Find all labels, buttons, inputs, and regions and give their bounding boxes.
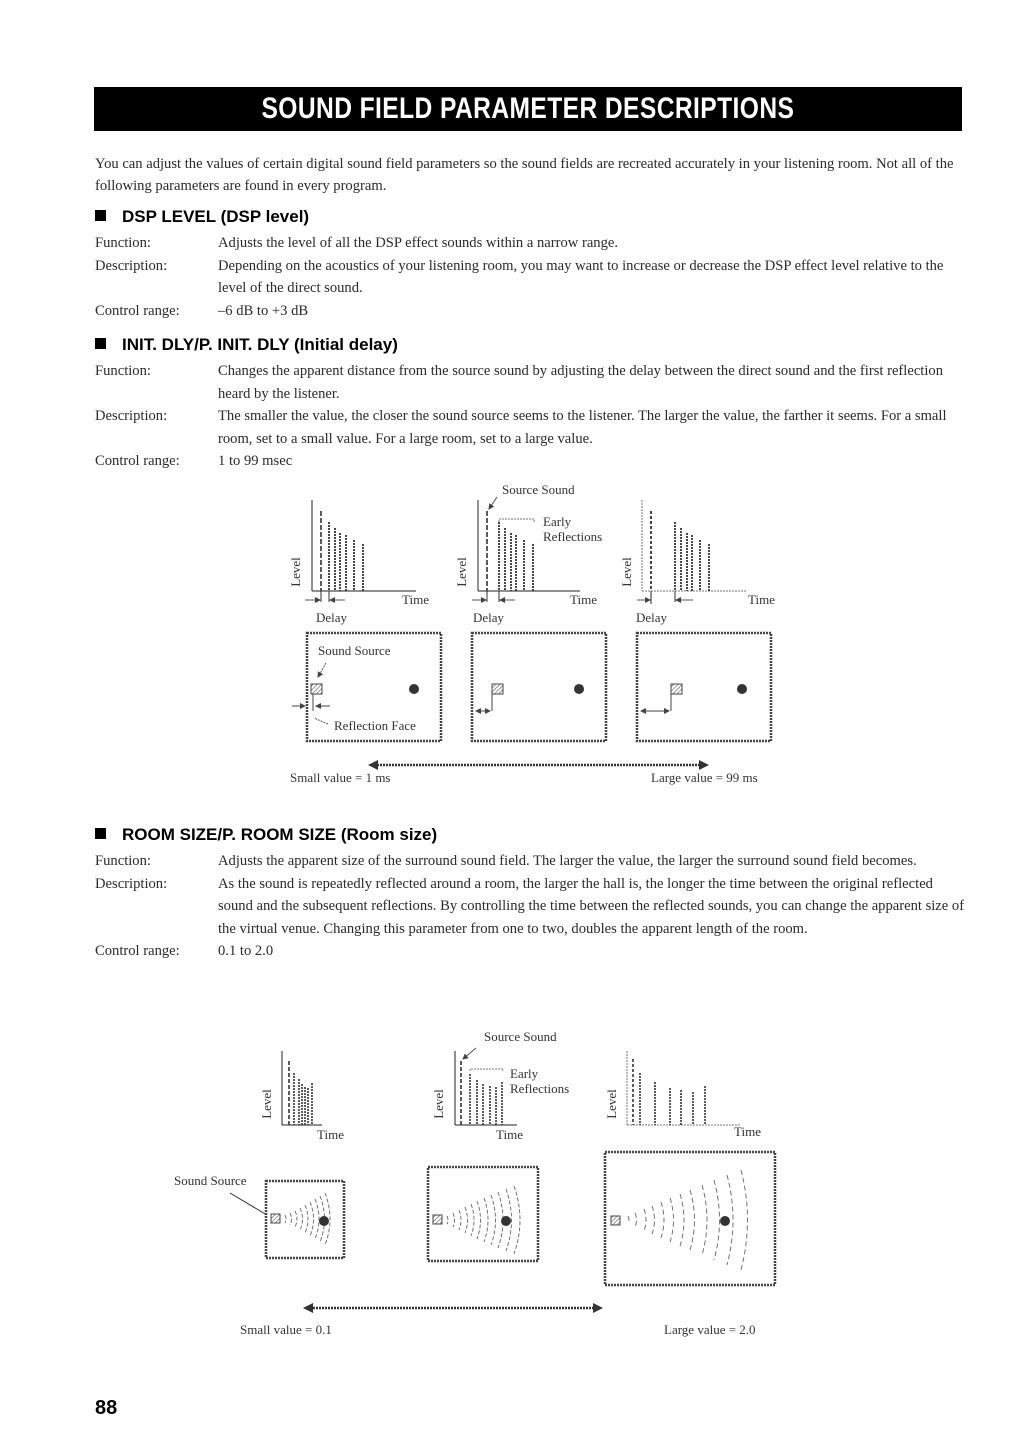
svg-text:Delay: Delay (473, 610, 505, 625)
definition-list-initial-delay (95, 360, 965, 473)
control-range-label: Control range: (95, 453, 180, 469)
level-time-graph-small-room (259, 1051, 344, 1142)
listener-icon (409, 684, 419, 694)
room-small-delay (292, 633, 441, 741)
listener-icon (720, 1216, 730, 1226)
level-time-graph-small (288, 500, 429, 625)
speaker-icon (433, 1215, 442, 1224)
level-time-graph-large (619, 500, 775, 625)
room-size-small (174, 1173, 344, 1258)
room-size-medium (428, 1167, 538, 1261)
large-value-label: Large value = 99 ms (651, 770, 758, 785)
description-text: As the sound is repeatedly reflected around a room, the larger the hall is, the longer the time between the original reflected sound and the subsequent reflections. By controlling the time between the reflected sounds, you can change the apparent size of the virtual venue. Changing this parameter from one to two, doubles the apparent length of the room. (218, 875, 965, 937)
page-title-banner (94, 87, 962, 131)
bullet-square-icon (95, 338, 106, 349)
listener-icon (501, 1216, 511, 1226)
control-range-label: Control range: (95, 302, 180, 319)
control-range-label: Control range: (95, 943, 180, 959)
svg-text:Level: Level (259, 1089, 274, 1119)
function-text: Changes the apparent distance from the source sound by adjusting the delay between the direct sound and the first reflection heard by the listener. (218, 363, 943, 402)
function-label: Function: (95, 363, 151, 379)
svg-text:Delay: Delay (316, 610, 348, 625)
page-title: SOUND FIELD PARAMETER DESCRIPTIONS (261, 92, 795, 125)
control-range-value: 0.1 to 2.0 (218, 943, 274, 959)
svg-text:Level: Level (619, 557, 634, 587)
function-label: Function: (95, 853, 151, 869)
listener-icon (574, 684, 584, 694)
value-scale-arrow (303, 1303, 603, 1313)
small-value-label: Small value = 0.1 (240, 1322, 332, 1337)
section-heading-dsp-level (95, 207, 309, 227)
svg-text:Level: Level (604, 1089, 619, 1119)
svg-text:Sound Source: Sound Source (318, 643, 391, 658)
section-heading-text: INIT. DLY/P. INIT. DLY (Initial delay) (122, 335, 398, 354)
level-time-graph-medium-room (431, 1029, 569, 1142)
description-label: Description: (95, 257, 168, 274)
section-heading-initial-delay (95, 335, 398, 355)
svg-text:Time: Time (748, 592, 775, 607)
listener-icon (737, 684, 747, 694)
section-heading-text: ROOM SIZE/P. ROOM SIZE (Room size) (122, 825, 438, 844)
svg-text:Reflection Face: Reflection Face (334, 718, 416, 733)
description-label: Description: (95, 408, 168, 424)
svg-text:Source Sound: Source Sound (484, 1029, 557, 1044)
svg-text:Level: Level (431, 1089, 446, 1119)
svg-text:Source Sound: Source Sound (502, 482, 575, 497)
control-range-value: –6 dB to +3 dB (218, 302, 309, 319)
definition-list-dsp-level (95, 232, 965, 322)
svg-text:Time: Time (402, 592, 429, 607)
svg-text:Delay: Delay (636, 610, 668, 625)
svg-text:Reflections: Reflections (510, 1081, 570, 1096)
speaker-icon (271, 1214, 280, 1223)
svg-text:Time: Time (496, 1127, 523, 1142)
svg-text:Time: Time (317, 1127, 344, 1142)
room-size-large (605, 1152, 775, 1285)
description-label: Description: (95, 875, 168, 892)
listener-icon (319, 1216, 329, 1226)
svg-text:Sound Source: Sound Source (174, 1173, 247, 1188)
function-text: Adjusts the apparent size of the surround sound field. The larger the value, the larger the surround sound field becomes. (218, 853, 917, 869)
room-size-diagram (0, 1020, 1024, 1350)
svg-text:Level: Level (454, 557, 469, 587)
svg-text:Time: Time (734, 1124, 761, 1139)
bullet-square-icon (95, 210, 106, 221)
svg-text:Early: Early (510, 1066, 539, 1081)
value-scale-arrow (368, 760, 709, 770)
speaker-icon (611, 1216, 620, 1225)
room-large-delay (637, 633, 771, 741)
small-value-label: Small value = 1 ms (290, 770, 391, 785)
definition-list-room-size (95, 850, 965, 963)
initial-delay-diagram (0, 470, 1024, 800)
function-label: Function: (95, 235, 151, 251)
svg-text:Reflections: Reflections (543, 529, 603, 544)
speaker-icon (671, 684, 682, 694)
svg-text:Time: Time (570, 592, 597, 607)
svg-text:Early: Early (543, 514, 572, 529)
description-text: The smaller the value, the closer the sound source seems to the listener. The larger the value, the farther it seems. For a small room, set to a small value. For a large room, set to a large value. (218, 408, 947, 447)
svg-text:Level: Level (288, 557, 303, 587)
room-medium-delay (472, 633, 606, 741)
level-time-graph-large-room (604, 1051, 761, 1139)
bullet-square-icon (95, 828, 106, 839)
intro-paragraph: You can adjust the values of certain digital sound field parameters so the sound fields are recreated accurately in your listening room. Not all of the following parameters are found in every program. (95, 156, 954, 194)
function-text: Adjusts the level of all the DSP effect sounds within a narrow range. (218, 235, 619, 251)
section-heading-room-size (95, 825, 437, 845)
description-text: Depending on the acoustics of your listening room, you may want to increase or decrease the DSP effect level relative to the level of the direct sound. (218, 257, 944, 296)
control-range-value: 1 to 99 msec (218, 453, 293, 469)
page-number: 88 (95, 1397, 118, 1419)
speaker-icon (492, 684, 503, 694)
large-value-label: Large value = 2.0 (664, 1322, 756, 1337)
section-heading-text: DSP LEVEL (DSP level) (122, 207, 310, 226)
level-time-graph-medium (454, 482, 602, 625)
speaker-icon (311, 684, 322, 694)
